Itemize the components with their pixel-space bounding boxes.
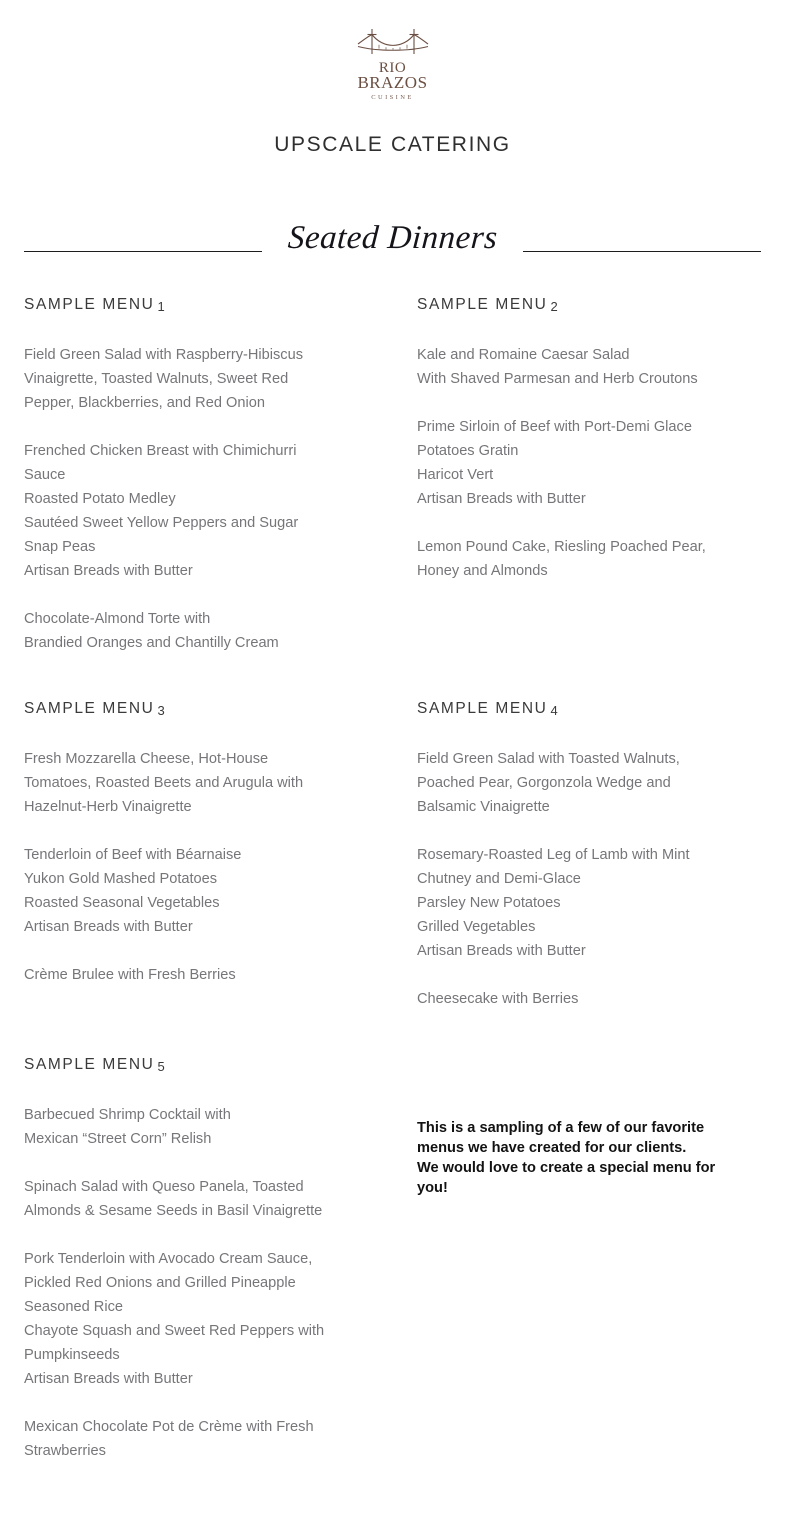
course-block: [24, 1175, 374, 1223]
course-line: Field Green Salad with Raspberry-Hibiscus: [24, 347, 304, 363]
course-line: Seasoned Rice: [24, 1299, 123, 1315]
course-block: [24, 963, 374, 987]
brand-name-line2: BRAZOS: [357, 73, 428, 93]
course-block: [24, 439, 374, 583]
course-line: Rosemary-Roasted Leg of Lamb with Mint: [417, 847, 690, 863]
course-line: Artisan Breads with Butter: [24, 919, 193, 935]
course-line: Mexican Chocolate Pot de Crème with Fresh: [24, 1419, 314, 1435]
course-line: Haricot Vert: [417, 467, 494, 483]
divider-rule-right: [523, 251, 761, 252]
course-line: Chutney and Demi-Glace: [417, 871, 581, 887]
section-title: Seated Dinners: [286, 219, 499, 256]
menu-card-1: [24, 296, 374, 655]
menu-title-label: SAMPLE MENU: [417, 700, 548, 717]
note-line: menus we have created for our clients.: [417, 1140, 687, 1156]
course-line: Pumpkinseeds: [24, 1347, 120, 1363]
course-line: Cheesecake with Berries: [417, 991, 579, 1007]
course-line: Chayote Squash and Sweet Red Peppers with: [24, 1323, 325, 1339]
menu-title-1: [24, 296, 374, 314]
menu-grid: [0, 296, 785, 1459]
course-line: Mexican “Street Corn” Relish: [24, 1131, 212, 1147]
closing-note: [417, 1118, 762, 1198]
course-line: Artisan Breads with Butter: [417, 491, 586, 507]
course-line: With Shaved Parmesan and Herb Croutons: [417, 371, 698, 387]
course-line: Prime Sirloin of Beef with Port-Demi Glace: [417, 419, 692, 435]
course-line: Tomatoes, Roasted Beets and Arugula with: [24, 775, 304, 791]
course-line: Roasted Potato Medley: [24, 491, 176, 507]
menu-row: [0, 1056, 785, 1459]
course-line: Vinaigrette, Toasted Walnuts, Sweet Red: [24, 371, 289, 387]
course-line: Balsamic Vinaigrette: [417, 799, 550, 815]
brand-tagline: CUISINE: [371, 94, 414, 102]
course-line: Tenderloin of Beef with Béarnaise: [24, 847, 242, 863]
course-line: Poached Pear, Gorgonzola Wedge and: [417, 775, 671, 791]
course-line: Frenched Chicken Breast with Chimichurri: [24, 443, 297, 459]
course-line: Yukon Gold Mashed Potatoes: [24, 871, 218, 887]
menu-row: [0, 296, 785, 700]
menu-title-3: [24, 700, 374, 718]
suspension-bridge-icon: [357, 26, 429, 60]
course-line: Pepper, Blackberries, and Red Onion: [24, 395, 265, 411]
page-title: UPSCALE CATERING: [274, 133, 511, 157]
course-block: [24, 343, 374, 415]
course-line: Hazelnut-Herb Vinaigrette: [24, 799, 192, 815]
course-block: [417, 415, 767, 511]
section-heading: [24, 214, 761, 262]
course-block: [417, 747, 767, 819]
course-line: Almonds & Sesame Seeds in Basil Vinaigrette: [24, 1203, 323, 1219]
menu-number: 2: [550, 299, 558, 314]
course-line: Snap Peas: [24, 539, 96, 555]
menu-card-3: [24, 700, 374, 987]
course-block: [24, 1247, 374, 1391]
course-line: Grilled Vegetables: [417, 919, 536, 935]
brand-wordmark: [0, 61, 785, 91]
menu-title-label: SAMPLE MENU: [24, 700, 155, 717]
course-block: [24, 607, 374, 655]
course-line: Spinach Salad with Queso Panela, Toasted: [24, 1179, 304, 1195]
course-line: Field Green Salad with Toasted Walnuts,: [417, 751, 680, 767]
course-block: [417, 843, 767, 963]
menu-title-5: [24, 1056, 374, 1074]
menu-card-2: [417, 296, 767, 583]
course-line: Lemon Pound Cake, Riesling Poached Pear,: [417, 539, 706, 555]
course-line: Artisan Breads with Butter: [24, 1371, 193, 1387]
note-line: This is a sampling of a few of our favorite: [417, 1120, 705, 1136]
divider-rule-left: [24, 251, 262, 252]
course-block: [24, 1415, 374, 1463]
menu-title-label: SAMPLE MENU: [24, 1056, 155, 1073]
brand-name-line1: RIO: [378, 60, 407, 76]
note-line: We would love to create a special menu for: [417, 1160, 716, 1176]
course-block: [24, 747, 374, 819]
menu-number: 1: [157, 299, 165, 314]
course-line: Sautéed Sweet Yellow Peppers and Sugar: [24, 515, 299, 531]
menu-card-5: [24, 1056, 374, 1463]
course-line: Artisan Breads with Butter: [24, 563, 193, 579]
menu-number: 4: [550, 703, 558, 718]
course-line: Strawberries: [24, 1443, 106, 1459]
course-block: [24, 1103, 374, 1151]
brand-logo: [0, 26, 785, 101]
course-line: Pork Tenderloin with Avocado Cream Sauce,: [24, 1251, 313, 1267]
menu-row: [0, 700, 785, 1056]
menu-title-label: SAMPLE MENU: [24, 296, 155, 313]
course-line: Chocolate-Almond Torte with: [24, 611, 211, 627]
course-line: Pickled Red Onions and Grilled Pineapple: [24, 1275, 296, 1291]
course-block: [24, 843, 374, 939]
course-line: Parsley New Potatoes: [417, 895, 561, 911]
course-block: [417, 987, 767, 1011]
menu-title-label: SAMPLE MENU: [417, 296, 548, 313]
note-line: you!: [417, 1180, 448, 1196]
course-line: Artisan Breads with Butter: [417, 943, 586, 959]
course-line: Potatoes Gratin: [417, 443, 519, 459]
course-line: Roasted Seasonal Vegetables: [24, 895, 220, 911]
menu-card-4: [417, 700, 767, 1011]
course-line: Kale and Romaine Caesar Salad: [417, 347, 630, 363]
menu-title-2: [417, 296, 767, 314]
course-line: Barbecued Shrimp Cocktail with: [24, 1107, 231, 1123]
course-line: Brandied Oranges and Chantilly Cream: [24, 635, 279, 651]
course-block: [417, 535, 767, 583]
course-block: [417, 343, 767, 391]
course-line: Crème Brulee with Fresh Berries: [24, 967, 236, 983]
course-line: Fresh Mozzarella Cheese, Hot-House: [24, 751, 269, 767]
course-line: Honey and Almonds: [417, 563, 548, 579]
course-line: Sauce: [24, 467, 66, 483]
menu-number: 3: [157, 703, 165, 718]
menu-number: 5: [157, 1059, 165, 1074]
menu-title-4: [417, 700, 767, 718]
